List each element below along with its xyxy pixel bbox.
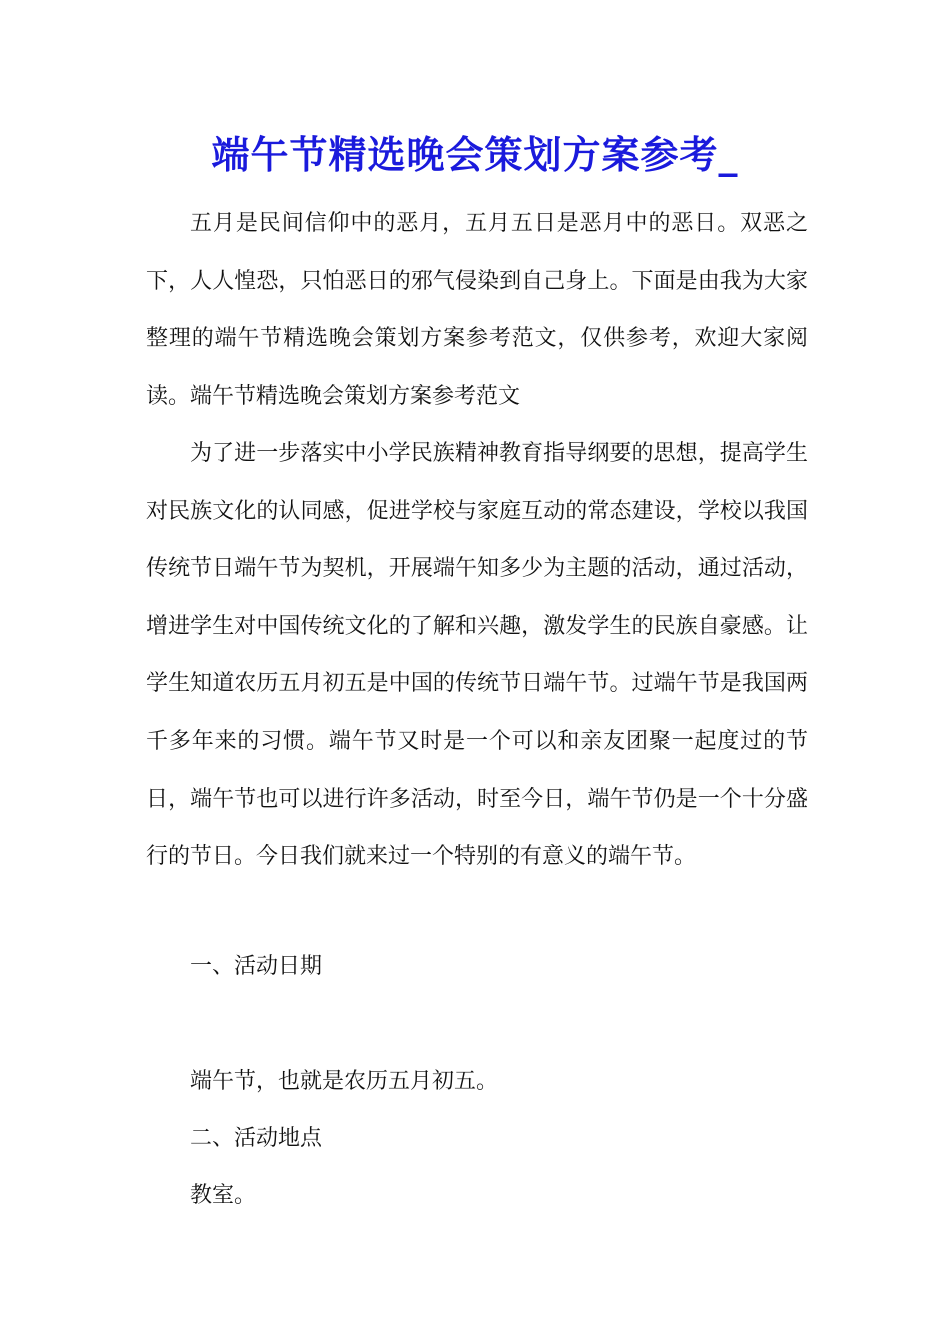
section-content-location: 教室。	[190, 1183, 257, 1208]
intro-paragraph: 五月是民间信仰中的恶月，五月五日是恶月中的恶日。双恶之下，人人惶恐，只怕恶日的邪气侵染到自己身上。下面是由我为大家整理的端午节精选晚会策划方案参考范文，仅供参考，欢迎大家阅读。端午节精选晚会策划方案参考范文	[146, 211, 808, 409]
body-paragraph: 为了进一步落实中小学民族精神教育指导纲要的思想，提高学生对民族文化的认同感，促进学校与家庭互动的常态建设，学校以我国传统节日端午节为契机，开展端午知多少为主题的活动，通过活动，增进学生对中国传统文化的了解和兴趣，激发学生的民族自豪感。让学生知道农历五月初五是中国的传统节日端午节。过端午节是我国两千多年来的习惯。端午节又时是一个可以和亲友团聚一起度过的节日，端午节也可以进行许多活动，时至今日，端午节仍是一个十分盛行的节日。今日我们就来过一个特别的有意义的端午节。	[146, 441, 808, 870]
section-heading-location: 二、活动地点	[190, 1126, 323, 1151]
section-content-date: 端午节，也就是农历五月初五。	[190, 1069, 499, 1094]
document-title: 端午节精选晚会策划方案参考_	[211, 132, 739, 177]
section-heading-date: 一、活动日期	[190, 954, 323, 979]
